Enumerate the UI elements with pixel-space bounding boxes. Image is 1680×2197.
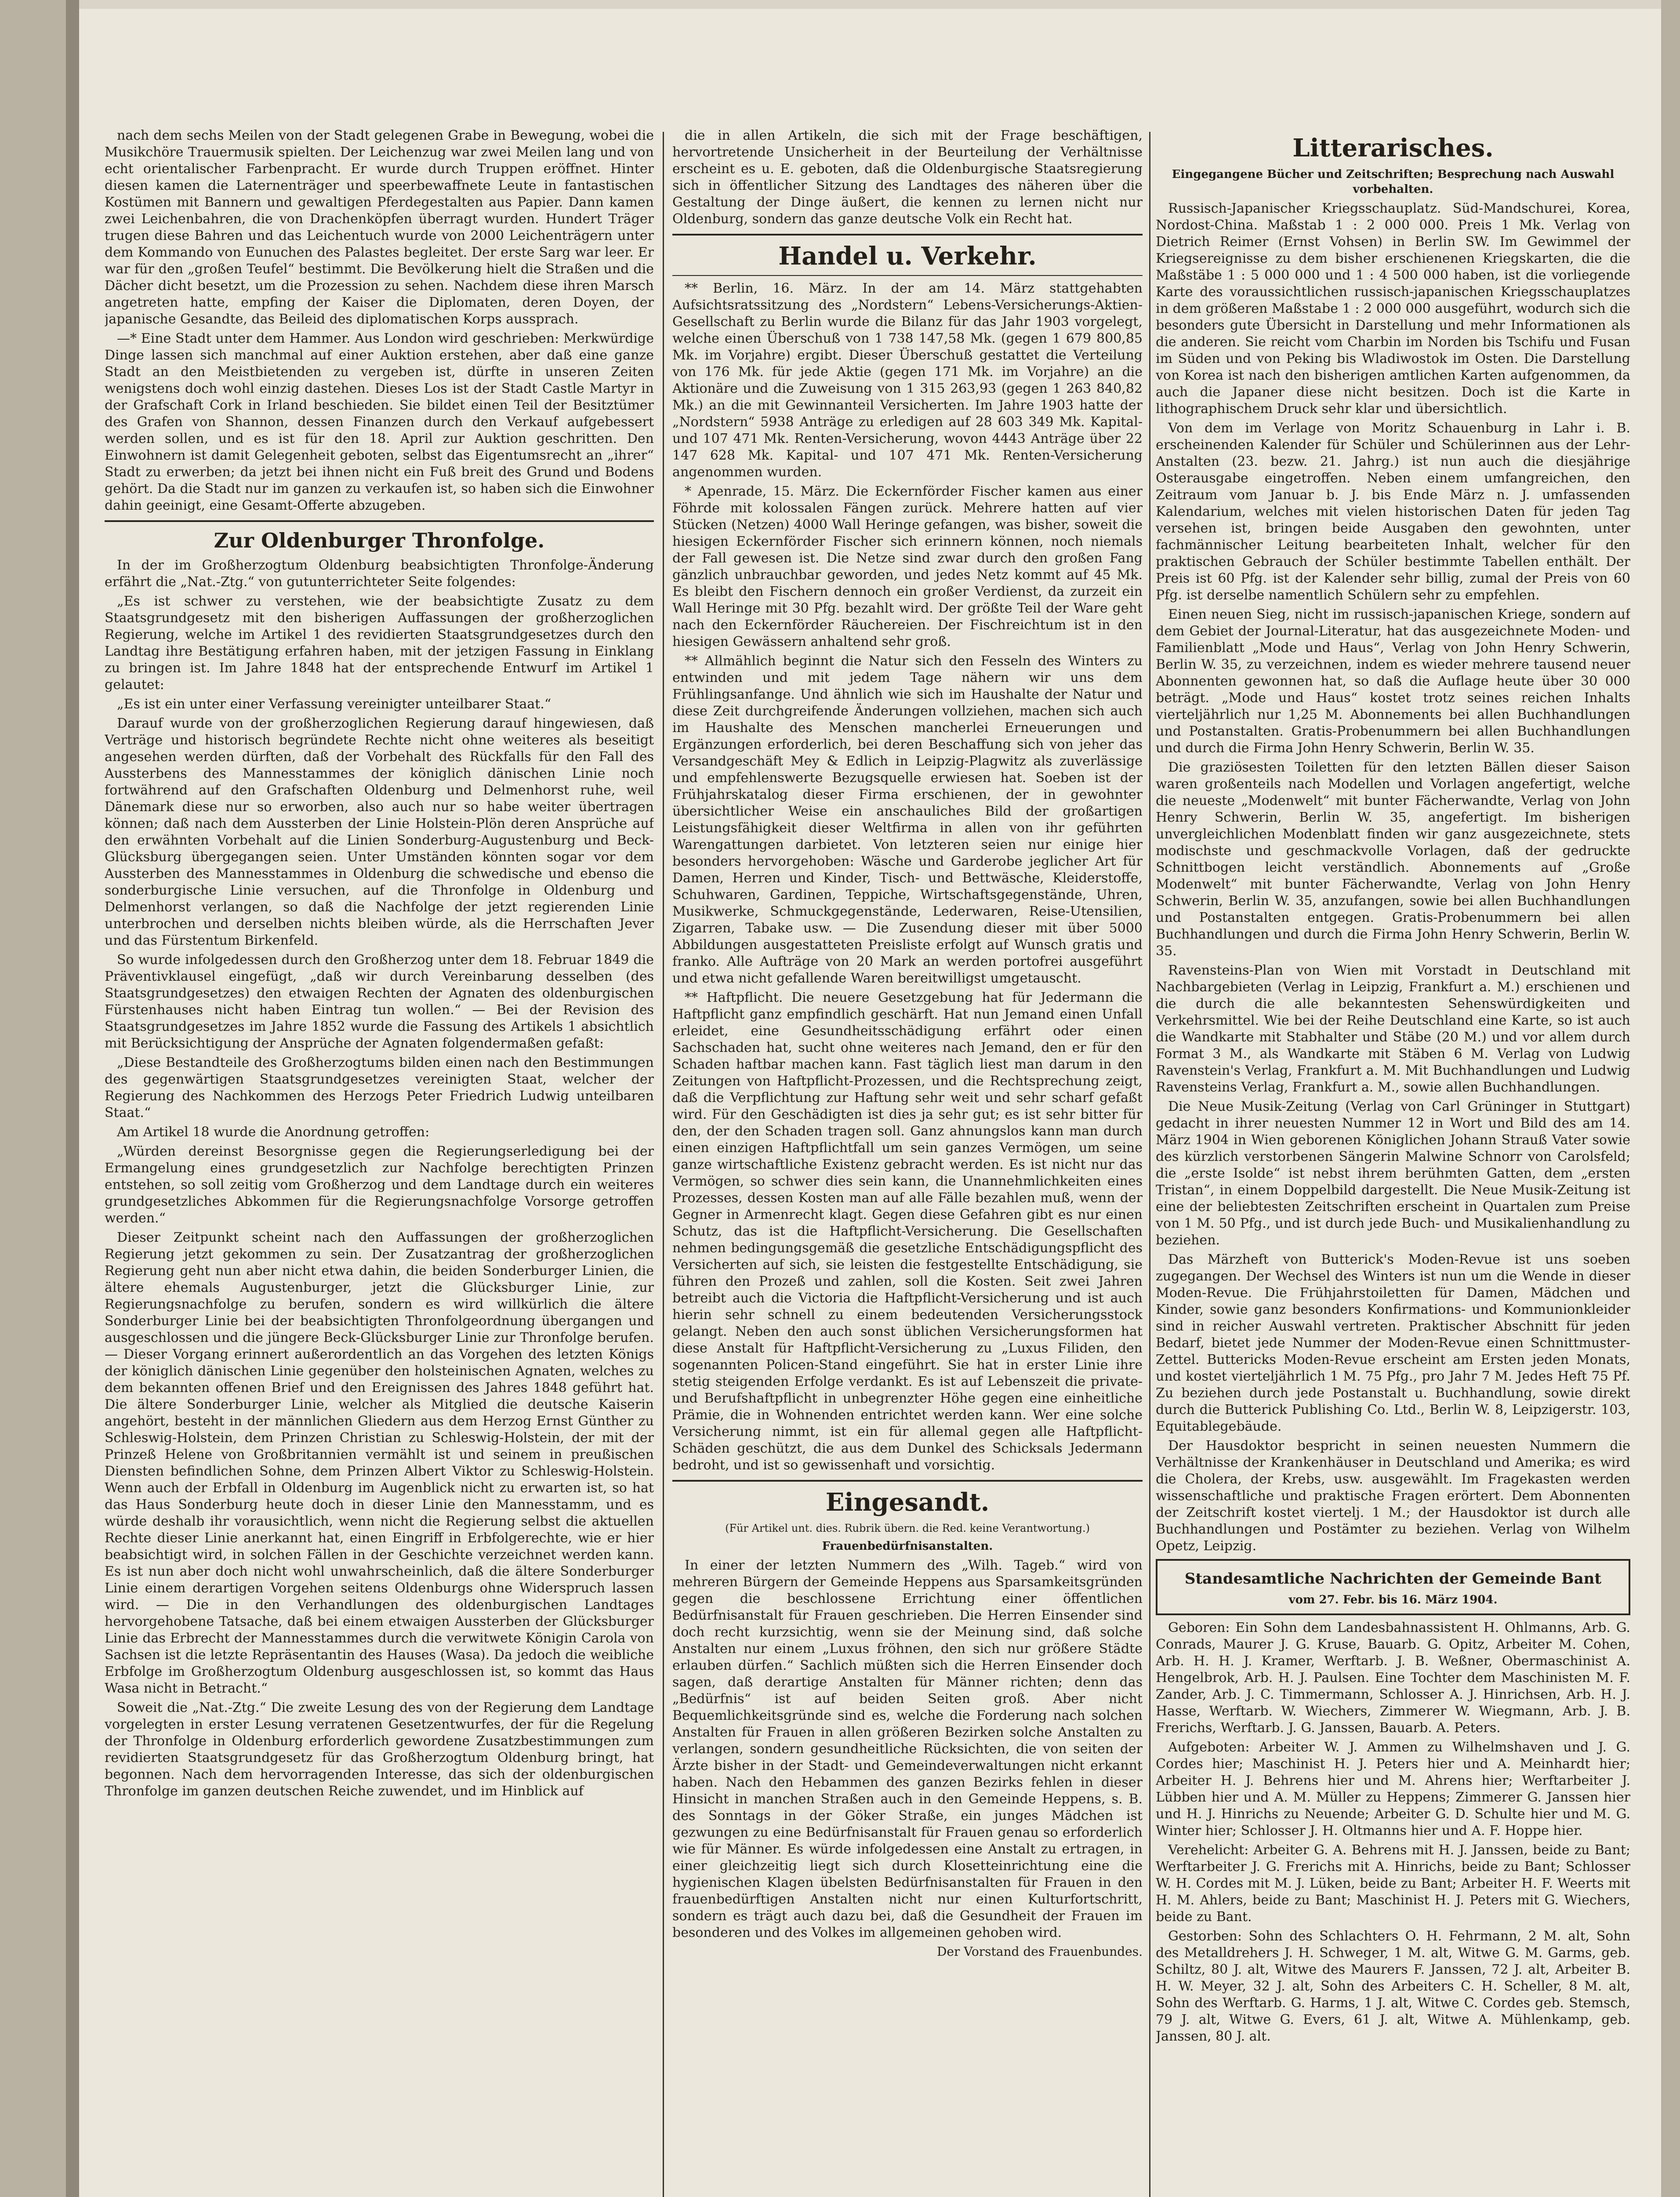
section-subheading: vom 27. Febr. bis 16. März 1904. [1288,1593,1498,1606]
column-left [105,127,654,2197]
registry-box [1156,1559,1630,1615]
article-paragraph: Das Märzheft von Butterick's Moden-Revue ist uns soeben zugegangen. Der Wechsel des Winters ist nun um die Wende in dieser Moden-Revue. Die Frühjahrstoiletten für Damen, Mädchen und Kinder, sowie ganz besonders Konfirmations- und Kommunionkleider sind in reicher Auswahl vertreten. Praktischer Abschnitt für jeden Bedarf, bietet jede Nummer der Moden-Revue einen Schnittmuster-Zettel. Buttericks Moden-Revue erscheint am Ersten jeden Monats, und kostet vierteljährlich 1 M. 75 Pfg., pro Jahr 7 M. Jedes Heft 75 Pf. Zu beziehen durch jede Postanstalt u. Buchhandlung, sowie direkt durch die Butterick Publishing Co. Ltd., Berlin W. 8, Leipzigerstr. 103, Equitablegebäude. [1156,1252,1630,1434]
article-paragraph: Der Hausdoktor bespricht in seinen neuesten Nummern die Verhältnisse der Krankenhäuser in Deutschland und Amerika; es wird die Cholera, der Krebs, usw. ausgewählt. Im Fragekasten werden wissenschaftliche und praktische Fragen erörtert. Dem Abonnenten der Zeitschrift kostet viertelj. 1 M.; der Hausdoktor ist durch alle Buchhandlungen und Postämter zu beziehen. Verlag von Wilhelm Opetz, Leipzig. [1156,1438,1630,1554]
article-paragraph: Soweit die „Nat.-Ztg.“ Die zweite Lesung des von der Regierung dem Landtage vorgelegten in erster Lesung verratenen Gesetzentwurfes, der für die Regelung der Thronfolge in Oldenburg erforderlich gewordene Zusatzbestimmungen zum revidierten Staatsgrundgesetz für das Großherzogtum Oldenburg bringt, hat begonnen. Nach dem hervorragenden Interesse, das sich der oldenburgischen Thronfolge im ganzen deutschen Reiche zuwendet, und im Hinblick auf [105,1700,654,1799]
article-paragraph: Russisch-Japanischer Kriegsschauplatz. Süd-Mandschurei, Korea, Nordost-China. Maßstab 1 : 2 000 000. Preis 1 Mk. Verlag von Dietrich Reimer (Ernst Vohsen) in Berlin SW. Im Gewimmel der Kriegsereignisse zu dem bisher erschienenen Kriegskarten, die die Maßstäbe 1 : 5 000 000 und 1 : 4 500 000 haben, ist die vorliegende Karte des voraussichtlichen russisch-japanischen Kriegsschauplatzes in dem größeren Maßstabe 1 : 2 000 000 ausgeführt, wodurch sich die besonders gute Übersicht in Darstellung und mehr Informationen als die anderen. Sie reicht vom Charbin im Norden bis Tschifu und Fusan im Süden und von Peking bis Wladiwostok im Osten. Die Darstellung von Korea ist nach den bisherigen amtlichen Karten aufgenommen, da auch die Japaner diese nicht besitzen. Doch ist die Karte in lithographischem Druck sehr klar und übersichtlich. [1156,201,1630,417]
article-paragraph: Ravensteins-Plan von Wien mit Vorstadt in Deutschland mit Nachbargebieten (Verlag in Leipzig, Frankfurt a. M.) erschienen und die durch die alle bekanntesten Sehenswürdigkeiten und Verkehrsmittel. Wie bei der Reihe Deutschland eine Karte, so ist auch die Wandkarte mit Stabhalter und Stäbe (20 M.) und vor allem durch Format 3 M., als Wandkarte mit Stäben 6 M. Verlag von Ludwig Ravenstein's Verlag, Frankfurt a. M. Mit Buchhandlungen und Ludwig Ravensteins Verlag, Frankfurt a. M., sowie allen Buchhandlungen. [1156,963,1630,1095]
section-rule [672,234,1143,236]
column-middle [672,127,1143,2197]
article-paragraph: „Würden dereinst Besorgnisse gegen die Regierungserledigung bei der Ermangelung eines grundgesetzlich zur Nachfolge berechtigten Prinzen entstehen, so soll zeitig vom Großherzog und dem Landtage durch ein weiteres grundgesetzliches Abkommen für die Regierungsnachfolge Vorsorge getroffen werden.“ [105,1144,654,1226]
article-signature: Der Vorstand des Frauenbundes. [936,1944,1143,1959]
article-paragraph: ** Haftpflicht. Die neuere Gesetzgebung hat für Jedermann die Haftpflicht ganz empfindlich geschärft. Hat nun Jemand einen Unfall erleidet, eine Gesundheitsschädigung erfährt oder einen Sachschaden hat, sucht ohne weiteres nach Jemand, den er für den Schaden haftbar machen kann. Fast täglich liest man darum in den Zeitungen von Haftpflicht-Prozessen, und die Rechtsprechung zeigt, daß die Verpflichtung zur Haftung sehr weit und sehr scharf gefaßt wird. Für den Geschädigten ist dies ja sehr gut; es ist sehr bitter für den, der den Schaden tragen soll. Ganz ahnungslos kann man durch einen einzigen Haftpflichtfall um sein ganzes Vermögen, um seine ganze wirtschaftliche Existenz gebracht werden. Es ist nicht nur das Vermögen, so schwer dies sein kann, die Unannehmlichkeiten eines Prozesses, dessen Kosten man auf alle Fälle bezahlen muß, wenn der Gegner in Armenrecht klagt. Gegen diese Gefahren gibt es nur einen Schutz, das ist die Haftpflicht-Versicherung. Die Gesellschaften nehmen bedingungsgemäß die gesetzliche Entschädigungspflicht des Versicherten auf sich, sie leisten die festgestellte Entschädigung, sie führen den Prozeß und zahlen, soll die Kosten. Seit zwei Jahren betreibt auch die Victoria die Haftpflicht-Versicherung und ist auch hierin sehr schnell zu einem bedeutenden Versicherungsstock gelangt. Neben den auch sonst üblichen Versicherungsformen hat diese Anstalt für Haftpflicht-Versicherung zu „Luxus Filiden, den sogenannten Policen-Stand eingeführt. Sie hat in erster Linie ihre stetig steigenden Erfolge verdankt. Es ist auf Lebenszeit die private- und Berufshaftpflicht in unbegrenzter Höhe gegen eine einheitliche Prämie, die in Wohnenden entrichtet werden kann. Wer eine solche Versicherung nimmt, ist ein für allemal gegen alle Haftpflicht-Schäden geschützt, die aus dem Dunkel des Schicksals Jedermann bedroht, und ist so gewissenhaft und vorsichtig. [672,990,1143,1473]
article-paragraph: In der im Großherzogtum Oldenburg beabsichtigten Thronfolge-Änderung erfährt die „Nat.-Ztg.“ von gutunterrichteter Seite folgendes: [105,558,654,590]
article-paragraph: Die graziösesten Toiletten für den letzten Bällen dieser Saison waren großenteils nach Modellen und Vorlagen angefertigt, welche die neueste „Modenwelt“ mit bunter Fächerwandte, Verlag von John Henry Schwerin, Berlin W. 35, angefertigt. Im bisherigen unvergleichlichen Modenblatt finden wir ganz ausgezeichnete, stets modischste und geschmackvolle Vorlagen, daß der gedruckte Schnittbogen leicht verständlich. Abonnements auf „Große Modenwelt“ mit bunter Fächerwandte, Verlag von John Henry Schwerin, Berlin W. 35, anzufangen, sowie bei allen Buchhandlungen und Postanstalten entgegen. Gratis-Probenummern bei allen Buchhandlungen und durch die Firma John Henry Schwerin, Berlin W. 35. [1156,760,1630,959]
article-paragraph: Von dem im Verlage von Moritz Schauenburg in Lahr i. B. erscheinenden Kalender für Schüler und Schülerinnen aus der Lehr-Anstalten (23. bezw. 21. Jahrg.) ist nun auch die diesjährige Osterausgabe eingetroffen. Neben einem umfangreichen, den Zeitraum vom Januar b. J. bis Ende März n. J. umfassenden Kalendarium, welches mit vielen historischen Daten für jeden Tag versehen ist, bringen beide Ausgaben den gewohnten, unter fachmännischer Leitung bearbeiteten Inhalt, welcher für den praktischen Gebrauch der Schüler bestimmte Tabellen enthält. Der Preis ist 60 Pfg. ist der Kalender sehr billig, zumal der Preis von 60 Pfg. ist derselbe namentlich Schülern sehr zu empfehlen. [1156,421,1630,603]
article-paragraph: Am Artikel 18 wurde die Anordnung getroffen: [117,1124,430,1140]
article-paragraph: Darauf wurde von der großherzoglichen Regierung darauf hingewiesen, daß Verträge und historisch begründete Rechte nicht ohne weiteres als beseitigt angesehen werden dürften, daß der Vorbehalt des Rückfalls für den Fall des Aussterbens des Mannesstammes der königlich dänischen Linie noch fortwährend auf den Grafschaften Oldenburg und Delmenhorst ruhe, weil Dänemark diese nur so erworben, also auch nur so habe weiter übertragen können; daß nach dem Aussterben der Linie Holstein-Plön deren Ansprüche auf den erwähnten Vorbehalt auf die Linien Sonderburg-Augustenburg und Beck-Glücksburg übergegangen seien. Unter Umständen könnten sogar vor dem Aussterben des Mannesstammes in Oldenburg die schwedische und ebenso die sonderburgische Linie versuchen, auf die Thronfolge in Oldenburg und Delmenhorst verlangen, so daß die Nachfolge der jetzt regierenden Linie unterbrochen und derselben nichts bleiben würde, als die Herrschaften Jever und das Fürstentum Birkenfeld. [105,716,654,948]
article-paragraph: die in allen Artikeln, die sich mit der Frage beschäftigen, hervortretende Unsicherheit in der Beurteilung der Verhältnisse erscheint es u. E. geboten, daß die Oldenburgische Staatsregierung sich in öffentlicher Sitzung des Landtages des näheren über die Gestaltung der Dinge äußert, die kennen zu lernen nicht nur Oldenburg, sondern das ganze deutsche Volk ein Recht hat. [672,128,1143,227]
article-paragraph: „Diese Bestandteile des Großherzogtums bilden einen nach den Bestimmungen des gegenwärtigen Staatsgrundgesetzes vereinigten Staat, welcher der Regierung des Nachkommen des Herzogs Peter Friedrich Ludwig unteilbaren Staat.“ [105,1055,654,1120]
article-paragraph: Die Neue Musik-Zeitung (Verlag von Carl Grüninger in Stuttgart) gedacht in ihrer neuesten Nummer 12 in Wort und Bild des am 14. März 1904 in Wien geborenen Königlichen Johann Strauß Vater sowie des kürzlich verstorbenen Sängerin Malwine Schnorr von Carolsfeld; die „erste Isolde“ ist nebst ihrem berühmten Gatten, dem „ersten Tristan“, in einem Doppelbild dargestellt. Die Neue Musik-Zeitung ist eine der beliebtesten Zeitschriften erscheint in Quartalen zum Preise von 1 M. 50 Pfg., und ist durch jede Buch- und Musikalienhandlung zu beziehen. [1156,1099,1630,1248]
section-rule [105,520,654,522]
article-paragraph: „Es ist schwer zu verstehen, wie der beabsichtigte Zusatz zu dem Staatsgrundgesetz mit den bisherigen Auffassungen der großherzoglichen Regierung, welche im Artikel 1 des revidierten Staatsgrundgesetzes durch den Landtag ihre Bestätigung erfahren haben, mit der jetzigen Fassung in Einklang zu bringen ist. Im Jahre 1848 hat der entsprechende Entwurf im Artikel 1 gelautet: [105,594,654,692]
section-rule [672,1480,1143,1482]
article-paragraph: nach dem sechs Meilen von der Stadt gelegenen Grabe in Bewegung, wobei die Musikchöre Trauermusik spielten. Der Leichenzug war zwei Meilen lang und von echt orientalischer Farbenpracht. Er wurde durch Truppen eröffnet. Hinter diesen kamen die Laternenträger und speerbewaffnete Leute in fantastischen Kostümen mit Bannern und gewaltigen Pferdegestalten aus Papier. Dann kamen zwei Leichenbahren, die von Drachenköpfen überragt wurden. Hundert Träger trugen diese Bahren und das Leichentuch wurde von 2000 Leichenträgern unter dem Kommando von Eunuchen des Palastes begleitet. Der erste Sarg war leer. Er war für den „großen Teufel“ bestimmt. Die Bevölkerung hielt die Straßen und die Dächer dicht besetzt, um die Prozession zu sehen. Nachdem diese ihren Marsch angetreten hatte, empfing der Kaiser die Diplomaten, deren Doyen, der japanische Gesandte, das Beileid des diplomatischen Korps aussprach. [105,128,654,327]
article-subheading: Frauenbedürfnisanstalten. [822,1540,993,1553]
editorial-note: (Für Artikel unt. dies. Rubrik übern. die Red. keine Verantwortung.) [725,1522,1090,1534]
section-title-eingesandt: Eingesandt. [825,1488,990,1517]
article-paragraph: In einer der letzten Nummern des „Wilh. Tageb.“ wird von mehreren Bürgern der Gemeinde Heppens aus Sparsamkeitsgründen gegen die beschlossene Errichtung einer öffentlichen Bedürfnisanstalt für Frauen geschrieben. Die Herren Einsender sind doch recht kurzsichtig, wenn sie der Meinung sind, daß solche Anstalten nur einem „Luxus fröhnen, den sich nur größere Städte erlauben dürfen.“ Sachlich müßten sich die Herren Einsender doch sagen, daß derartige Anstalten für Männer richten; denn das „Bedürfnis“ ist auf beiden Seiten groß. Aber nicht Bequemlichkeitsgründe sind es, welche die Forderung nach solchen Anstalten für Frauen in allen größeren Bezirken solche Anstalten zu verlangen, sondern gesundheitliche Rücksichten, die von seiten der Ärzte bisher in der Stadt- und Gemeindeverwaltungen nicht erkannt haben. Nach den Hebammen des ganzen Bezirks fehlen in dieser Hinsicht in manchen Straßen auch in den Gemeinde Heppens, s. B. des Sonntags in der Göker Straße, ein junges Mädchen ist gezwungen zu eine Bedürfnisanstalt für Frauen genau so erforderlich wie für Männer. Es würde infolgedessen eine Anstalt zu ertragen, in einer gleichzeitig liegt sich durch Klosetteinrichtung eine die hygienischen Klagen übelsten Bedürfnisanstalten für Frauen in den frauenbedürftigen Anstalten nicht nur einen Kulturfortschritt, sondern es trägt auch dazu bei, daß die Gesundheit der Frauen im besonderen und des Volkes im allgemeinen gehoben wird. [672,1558,1143,1940]
section-title-thronfolge: Zur Oldenburger Thronfolge. [214,529,545,552]
article-paragraph: —* Eine Stadt unter dem Hammer. Aus London wird geschrieben: Merkwürdige Dinge lassen sich manchmal auf einer Auktion erstehen, aber daß eine ganze Stadt an den Meistbietenden zu vergeben ist, dürfte in unseren Zeiten wenigstens doch wohl einzig dastehen. Dieses Los ist der Stadt Castle Martyr in der Grafschaft Cork in Irland beschieden. Sie bildet einen Teil der Besitztümer des Grafen von Shannon, dessen Finanzen durch den Verkauf aufgebessert werden sollen, und es ist für den 18. April zur Auktion geschritten. Den Einwohnern ist damit Gelegenheit geboten, selbst das Eigentumsrecht an „ihrer“ Stadt zu erwerben; da jetzt bei ihnen nicht ein Fuß breit des Grund und Bodens gehört. Da die Stadt nur im ganzen zu verkaufen ist, so haben sich die Einwohner dahin geeinigt, eine Gesamt-Offerte abzugeben. [105,331,654,513]
column-right [1156,127,1630,2197]
section-title-litterarisches: Litterarisches. [1292,134,1494,163]
section-title-standesamt: Standesamtliche Nachrichten der Gemeinde Bant [1184,1570,1602,1588]
article-paragraph: Dieser Zeitpunkt scheint nach den Auffassungen der großherzoglichen Regierung jetzt gekommen zu sein. Der Zusatzantrag der großherzoglichen Regierung geht nun aber nicht etwa dahin, die beiden Sonderburger Linien, die ältere ehemals Augustenburger, jetzt die Glücksburger Linie, zur Regierungsnachfolge zu berufen, sondern es wird willkürlich die ältere Sonderburger Linie bei der beabsichtigten Thronfolgeordnung übergangen und ausgeschlossen und die jüngere Beck-Glücksburger Linie zur Thronfolge berufen. — Dieser Vorgang erinnert außerordentlich an das Vorgehen des letzten Königs der königlich dänischen Linie gegenüber den holsteinischen Agnaten, welches zu dem bekannten offenen Brief und den Ereignissen des Jahres 1848 geführt hat. Die ältere Sonderburger Linie, welcher als Mitglied die deutsche Kaiserin angehört, besteht in der männlichen Gliedern aus dem Herzog Ernst Günther zu Schleswig-Holstein, dem Prinzen Christian zu Schleswig-Holstein, der mit der Prinzeß Helene von Großbritannien vermählt ist und seinem in preußischen Diensten befindlichen Sohne, dem Prinzen Albert Viktor zu Schleswig-Holstein. Wenn auch der Erbfall in Oldenburg im Augenblick nicht zu erwarten ist, so hat das Haus Sonderburg heute doch in dieser Linie den Mannesstamm, und es würde deshalb ihr vorausichtlich, wenn nicht die Regierung selbst die aktuellen Rechte dieser Linie anerkannt hat, einen Eingriff in Erbfolgerechte, wie er hier beabsichtigt wird, in solchen Fällen in der Geschichte verzeichnet werden kann. Es ist nun aber doch nicht wohl unwahrscheinlich, daß die ältere Sonderburger Linie einem derartigen Vorgehen seitens Oldenburgs ohne Widerspruch lassen wird. — Die in den Verhandlungen des oldenburgischen Landtages hervorgehobene Tatsache, daß bei einem etwaigen Aussterben der Glücksburger Linie das Erbrecht der Mannesstammes durch die verwitwete Königin Carola von Sachsen ist die letzte Repräsentantin des Hauses (Wasa). Da jedoch die weibliche Erbfolge im Großherzogtum Oldenburg ausgeschlossen ist, so kommt das Haus Wasa nicht in Betracht.“ [105,1230,654,1696]
registry-paragraph: Verehelicht: Arbeiter G. A. Behrens mit H. J. Janssen, beide zu Bant; Werftarbeiter J. G. Frerichs mit A. Hinrichs, beide zu Bant; Schlosser W. H. Cordes mit M. J. Lüken, beide zu Bant; Arbeiter H. F. Weerts mit H. M. Ahlers, beide zu Bant; Maschinist H. J. Peters mit G. Wiechers, beide zu Bant. [1156,1842,1630,1925]
article-paragraph: So wurde infolgedessen durch den Großherzog unter dem 18. Februar 1849 die Präventivklausel eingefügt, „daß wir durch Vereinbarung desselben (des Staatsgrundgesetzes) den etwaigen Rechten der Agnaten des oldenburgischen Fürstenhauses nicht haben Eintrag tun wollen.“ — Bei der Revision des Staatsgrundgesetzes im Jahre 1852 wurde die Fassung des Artikels 1 absichtlich mit Berücksichtigung der Ansprüche der Agnaten folgendermaßen gefaßt: [105,952,654,1051]
article-paragraph: * Apenrade, 15. März. Die Eckernförder Fischer kamen aus einer Föhrde mit kolossalen Fängen zurück. Mehrere hatten auf vier Stücken (Netzen) 4000 Wall Heringe gefangen, was bisher, soweit die hiesigen Eckernförder Fischer sich erinnern können, noch niemals der Fall gewesen ist. Die Netze sind zwar durch den großen Fang gänzlich unbrauchbar geworden, und jedes Netz kommt auf 45 Mk. Es bleibt den Fischern dennoch ein großer Verdienst, da zurzeit ein Wall Heringe mit 30 Pfg. bezahlt wird. Der größte Teil der Ware geht nach den Eckernförder Räuchereien. Der Fischreichtum ist in den hiesigen Gewässern anhaltend sehr groß. [672,484,1143,649]
article-paragraph: „Es ist ein unter einer Verfassung vereinigter unteilbarer Staat.“ [117,696,552,712]
section-title-handel: Handel u. Verkehr. [778,242,1037,271]
section-subheading: Eingegangene Bücher und Zeitschriften; Besprechung nach Auswahl vorbehalten. [1172,168,1615,196]
registry-paragraph: Aufgeboten: Arbeiter W. J. Ammen zu Wilhelmshaven und J. G. Cordes hier; Maschinist H. J. Peters hier und A. Meinhardt hier; Arbeiter H. J. Behrens hier und M. Ahrens hier; Werftarbeiter J. Lübben hier und A. M. Müller zu Heppens; Zimmerer G. Janssen hier und H. J. Hinrichs zu Neuende; Arbeiter G. D. Schulte hier und M. G. Winter hier; Schlosser J. H. Oltmanns hier und A. F. Hoppe hier. [1156,1740,1630,1838]
column-divider-left [663,132,664,2197]
column-divider-right [1149,132,1150,2197]
registry-paragraph: Gestorben: Sohn des Schlachters O. H. Fehrmann, 2 M. alt, Sohn des Metalldrehers J. H. Schweger, 1 M. alt, Witwe G. M. Garms, geb. Schiltz, 80 J. alt, Witwe des Maurers F. Janssen, 72 J. alt, Arbeiter B. H. W. Meyer, 32 J. alt, Sohn des Arbeiters C. H. Scheller, 8 M. alt, Sohn des Werftarb. G. Harms, 1 J. alt, Witwe C. Cordes geb. Stemsch, 79 J. alt, Witwe G. Evers, 61 J. alt, Witwe A. Mühlenkamp, geb. Janssen, 80 J. alt. [1156,1929,1630,2044]
section-rule [672,275,1143,276]
article-paragraph: ** Allmählich beginnt die Natur sich den Fesseln des Winters zu entwinden und mit jedem Tage nähern wir uns dem Frühlingsanfange. Und ähnlich wie sich im Haushalte der Natur und diese Zeit durchgreifende Änderungen vollziehen, machen sich auch im Haushalte des Menschen mancherlei Erneuerungen und Ergänzungen erforderlich, bei deren Beschaffung sich von jeher das Versandgeschäft Mey & Edlich in Leipzig-Plagwitz als zuverlässige und empfehlenswerte Bezugsquelle erwiesen hat. Soeben ist der Frühjahrskatalog dieser Firma erschienen, der in gewohnter übersichtlicher Weise ein anschauliches Bild der großartigen Leistungsfähigkeit dieser Weltfirma in allen von ihr geführten Warengattungen darbietet. Von letzteren seien nur einige hier besonders hervorgehoben: Wäsche und Garderobe jeglicher Art für Damen, Herren und Kinder, Tisch- und Bettwäsche, Kleiderstoffe, Schuhwaren, Gardinen, Teppiche, Wirtschaftsgegenstände, Uhren, Musikwerke, Schmuckgegenstände, Lederwaren, Reise-Utensilien, Zigarren, Tabake usw. — Die Zusendung dieser mit über 5000 Abbildungen ausgestatteten Preisliste erfolgt auf Wunsch gratis und franko. Alle Aufträge von 20 Mark an werden portofrei ausgeführt und etwa nicht gefallende Waren bereitwilligst umgetauscht. [672,653,1143,986]
article-paragraph: ** Berlin, 16. März. In der am 14. März stattgehabten Aufsichtsratssitzung des „Nordstern“ Lebens-Versicherungs-Aktien-Gesellschaft zu Berlin wurde die Bilanz für das Jahr 1903 vorgelegt, welche einen Überschuß von 1 738 147,58 Mk. (gegen 1 679 800,85 Mk. im Vorjahre) ergibt. Dieser Überschuß gestattet die Verteilung von 176 Mk. für jede Aktie (gegen 171 Mk. im Vorjahre) an die Aktionäre und die Zuweisung von 1 315 263,93 (gegen 1 263 840,82 Mk.) an die mit Gewinnanteil Versicherten. Im Jahre 1903 hatte der „Nordstern“ 5938 Anträge zu erledigen auf 28 603 349 Mk. Kapital- und 107 471 Mk. Renten-Versicherung, wovon 4443 Anträge über 22 147 628 Mk. Kapital- und 107 471 Mk. Renten-Versicherung angenommen wurden. [672,281,1143,480]
registry-paragraph: Geboren: Ein Sohn dem Landesbahnassistent H. Ohlmanns, Arb. G. Conrads, Maurer J. G. Kruse, Bauarb. G. Opitz, Arbeiter M. Cohen, Arb. H. H. J. Kramer, Werftarb. J. B. Weßner, Obermaschinist A. Hengelbrok, Arb. H. J. Paulsen. Eine Tochter dem Maschinisten M. F. Zander, Arb. J. C. Timmermann, Schlosser A. J. Hinrichsen, Arb. H. J. Hasse, Werftarb. W. Wiechers, Zimmerer W. Wiegmann, Arb. J. B. Frerichs, Werftarb. J. G. Janssen, Bauarb. A. Peters. [1156,1620,1630,1736]
article-paragraph: Einen neuen Sieg, nicht im russisch-japanischen Kriege, sondern auf dem Gebiet der Journal-Literatur, hat das ausgezeichnete Moden- und Familienblatt „Mode und Haus“, Verlag von John Henry Schwerin, Berlin W. 35, zu verzeichnen, indem es wieder mehrere tausend neuer Abonnenten gewonnen hat, so daß die Auflage heute über 30 000 beträgt. „Mode und Haus“ kostet trotz seines reichen Inhalts vierteljährlich nur 1,25 M. Abonnements bei allen Buchhandlungen und Postanstalten. Gratis-Probenummern bei allen Buchhandlungen und durch die Firma John Henry Schwerin, Berlin W. 35. [1156,607,1630,756]
